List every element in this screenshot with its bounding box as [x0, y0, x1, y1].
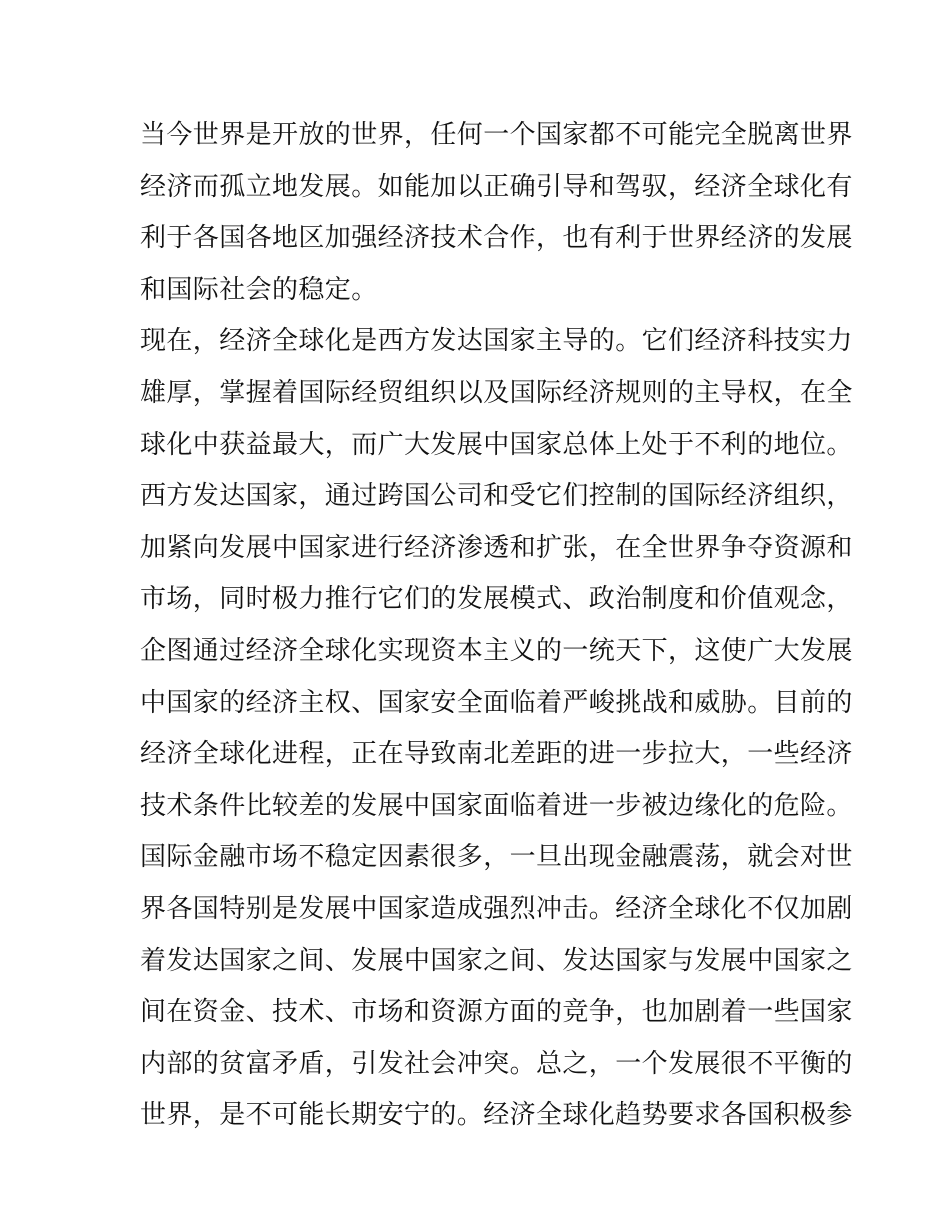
text-line: 企图通过经济全球化实现资本主义的一统天下，这使广大发展	[140, 635, 853, 666]
text-line: 和国际社会的稳定。	[140, 274, 378, 305]
text-line: 间在资金、技术、市场和资源方面的竞争，也加剧着一些国家	[140, 997, 853, 1028]
text-line: 经济而孤立地发展。如能加以正确引导和驾驭，经济全球化有	[140, 171, 853, 202]
text-line: 利于各国各地区加强经济技术合作，也有利于世界经济的发展	[140, 223, 853, 254]
text-line: 现在，经济全球化是西方发达国家主导的。它们经济科技实力	[140, 326, 853, 357]
text-line: 中国家的经济主权、国家安全面临着严峻挑战和威胁。目前的	[140, 687, 853, 718]
text-line: 市场，同时极力推行它们的发展模式、政治制度和价值观念，	[140, 584, 853, 615]
text-line: 球化中获益最大，而广大发展中国家总体上处于不利的地位。	[140, 429, 853, 460]
text-line: 经济全球化进程，正在导致南北差距的进一步拉大，一些经济	[140, 739, 853, 770]
text-line: 加紧向发展中国家进行经济渗透和扩张，在全世界争夺资源和	[140, 532, 853, 563]
text-line: 雄厚，掌握着国际经贸组织以及国际经济规则的主导权，在全	[140, 377, 853, 408]
text-line: 技术条件比较差的发展中国家面临着进一步被边缘化的危险。	[140, 790, 853, 821]
text-line: 着发达国家之间、发展中国家之间、发达国家与发展中国家之	[140, 945, 853, 976]
text-line: 世界，是不可能长期安宁的。经济全球化趋势要求各国积极参	[140, 1100, 853, 1131]
text-line: 内部的贫富矛盾，引发社会冲突。总之，一个发展很不平衡的	[140, 1048, 853, 1079]
body-text	[140, 110, 853, 1142]
text-line: 界各国特别是发展中国家造成强烈冲击。经济全球化不仅加剧	[140, 893, 853, 924]
text-line: 国际金融市场不稳定因素很多，一旦出现金融震荡，就会对世	[140, 842, 853, 873]
text-line: 西方发达国家，通过跨国公司和受它们控制的国际经济组织，	[140, 481, 853, 512]
text-line: 当今世界是开放的世界，任何一个国家都不可能完全脱离世界	[140, 120, 853, 150]
